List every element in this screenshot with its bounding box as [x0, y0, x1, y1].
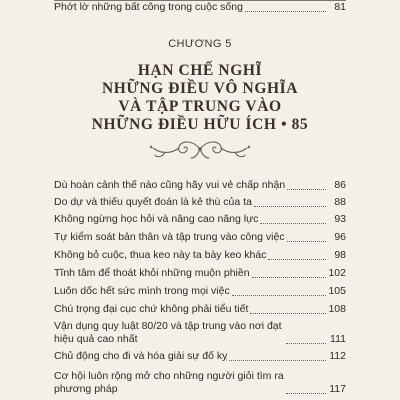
toc-entry-title: Chủ động cho đi và hóa giải sự đố kỵ — [54, 350, 228, 362]
toc-entry-page: 117 — [329, 383, 346, 395]
toc-entry-page: 96 — [334, 231, 346, 243]
toc-entry-title: Không bỏ cuộc, thua keo này ta bày keo khác — [54, 249, 267, 261]
leader-dots — [229, 359, 326, 361]
toc-entry-title: Luôn dốc hết sức mình trong mọi việc — [54, 285, 230, 297]
flourish-ornament-icon — [145, 136, 255, 162]
chapter-label: CHƯƠNG 5 — [168, 38, 232, 50]
toc-entry — [54, 179, 346, 192]
toc-entry — [54, 213, 346, 226]
toc-entry-title: Chú trọng đại cục chứ không phải tiểu tiết — [54, 303, 249, 315]
leader-dots — [250, 312, 326, 314]
chapter-title-line: HẠN CHẾ NGHĨ — [137, 62, 263, 79]
leader-dots — [245, 10, 326, 12]
toc-entry-page: 108 — [328, 303, 346, 315]
chapter-title-line: NHỮNG ĐIỀU VÔ NGHĨA — [101, 80, 299, 97]
toc-entry-page: 112 — [329, 350, 346, 362]
toc-entry-title: Không ngừng học hỏi và nâng cao năng lực — [54, 213, 259, 225]
toc-entry — [54, 320, 346, 346]
toc-entry-page: 93 — [334, 213, 346, 225]
toc-entry-page: 102 — [328, 267, 346, 279]
toc-entry — [54, 267, 346, 280]
toc-entry-page: 111 — [330, 333, 346, 345]
toc-entry-prev — [54, 1, 346, 14]
toc-entry-page: 105 — [328, 285, 346, 297]
toc-entry-page: 81 — [334, 1, 346, 13]
toc-entry-title: Do dự và thiếu quyết đoán là kẻ thù của ta — [54, 196, 252, 208]
toc-entry — [54, 196, 346, 209]
leader-dots — [286, 342, 326, 344]
chapter-title — [0, 62, 400, 134]
toc-entry — [54, 249, 346, 262]
toc-entry-page: 88 — [334, 196, 346, 208]
toc-entry-title: Tĩnh tâm để thoát khỏi những muộn phiền — [54, 267, 250, 279]
toc-entry — [54, 303, 346, 316]
leader-dots — [252, 276, 326, 278]
toc-entry-title: Phớt lờ những bất công trong cuộc sống — [54, 1, 243, 13]
toc-entry — [54, 231, 346, 244]
leader-dots — [260, 222, 326, 224]
toc-entry-page: 86 — [334, 179, 346, 191]
leader-dots — [254, 205, 326, 207]
leader-dots — [268, 258, 326, 260]
toc-entry-title: Vận dụng quy luật 80/20 và tập trung vào nơi đạt hiệu quả cao nhất — [54, 320, 282, 345]
leader-dots — [287, 240, 326, 242]
toc-entry — [54, 350, 346, 363]
leader-dots — [286, 392, 326, 394]
toc-entry-title: Dù hoàn cảnh thế nào cũng hãy vui vẻ chấp nhận — [54, 179, 286, 191]
leader-dots — [232, 294, 326, 296]
chapter-title-line: NHỮNG ĐIỀU HỮU ÍCH • 85 — [91, 116, 309, 133]
toc-entry — [54, 285, 346, 298]
toc-entry-page: 98 — [334, 249, 346, 261]
toc-entry-title: Tự kiểm soát bản thân và tập trung vào công việc — [54, 231, 285, 243]
toc-entry-title: Cơ hội luôn rộng mở cho những người giỏi tìm ra phương pháp — [54, 370, 284, 395]
chapter-title-line: VÀ TẬP TRUNG VÀO — [118, 98, 282, 115]
leader-dots — [287, 188, 326, 190]
toc-entry — [54, 370, 346, 396]
